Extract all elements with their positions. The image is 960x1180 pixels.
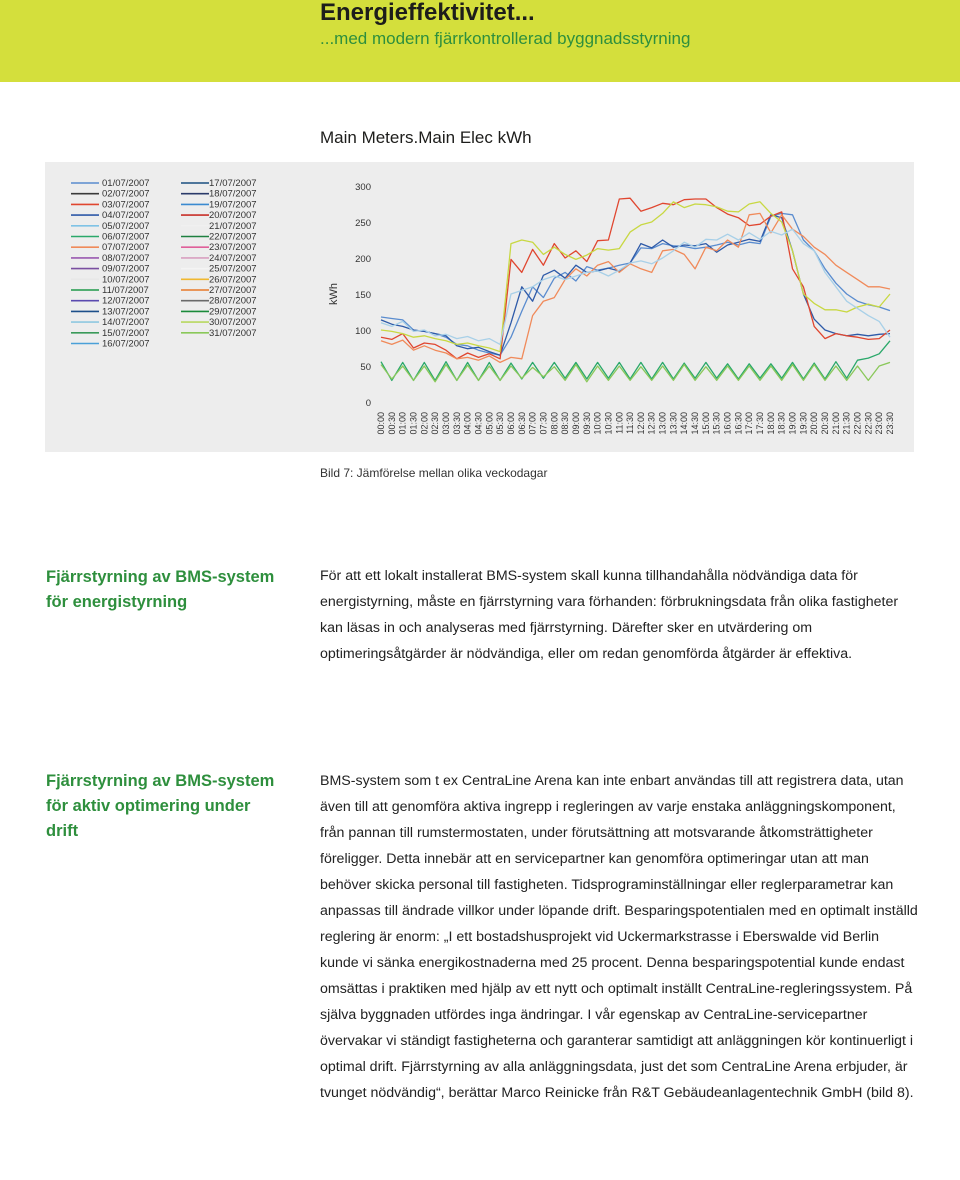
x-tick-label: 01:00 bbox=[397, 412, 408, 435]
x-tick-label: 02:00 bbox=[419, 412, 430, 435]
x-tick-label: 17:00 bbox=[744, 412, 755, 435]
x-tick-label: 19:30 bbox=[798, 412, 809, 435]
x-tick-label: 03:30 bbox=[451, 412, 462, 435]
chart-panel bbox=[45, 162, 914, 452]
legend-label: 25/07/2007 bbox=[209, 263, 257, 275]
legend-label: 21/07/2007 bbox=[209, 220, 257, 232]
x-tick-label: 00:00 bbox=[376, 412, 386, 435]
x-tick-label: 10:00 bbox=[592, 412, 603, 435]
x-tick-label: 22:00 bbox=[852, 412, 863, 435]
series-line bbox=[381, 198, 890, 359]
x-tick-label: 10:30 bbox=[603, 412, 614, 435]
x-tick-label: 01:30 bbox=[408, 412, 419, 435]
legend-label: 09/07/2007 bbox=[102, 263, 150, 275]
x-tick-label: 22:30 bbox=[863, 412, 874, 435]
y-axis-label: kWh bbox=[328, 283, 340, 305]
x-tick-label: 18:30 bbox=[776, 412, 787, 435]
x-tick-label: 14:30 bbox=[690, 412, 701, 435]
x-tick-label: 06:30 bbox=[516, 412, 527, 435]
x-tick-label: 16:00 bbox=[722, 412, 733, 435]
legend-label: 28/07/2007 bbox=[209, 295, 257, 307]
x-tick-label: 00:30 bbox=[386, 412, 397, 435]
x-tick-label: 11:30 bbox=[625, 412, 636, 434]
x-tick-label: 12:30 bbox=[646, 412, 657, 435]
x-tick-label: 04:30 bbox=[473, 412, 484, 435]
x-tick-label: 08:30 bbox=[560, 412, 571, 435]
x-tick-label: 06:00 bbox=[505, 412, 516, 435]
series-line bbox=[381, 202, 890, 352]
x-tick-label: 20:00 bbox=[809, 412, 820, 435]
legend-label: 04/07/2007 bbox=[102, 210, 150, 222]
x-tick-label: 16:30 bbox=[733, 412, 744, 435]
legend-label: 26/07/2007 bbox=[209, 274, 257, 286]
x-tick-label: 08:00 bbox=[549, 412, 560, 435]
x-tick-label: 12:00 bbox=[635, 412, 646, 435]
legend-label: 11/07/2007 bbox=[102, 285, 149, 296]
x-tick-label: 23:30 bbox=[885, 412, 895, 435]
legend-label: 18/07/2007 bbox=[209, 188, 257, 200]
x-tick-label: 13:00 bbox=[657, 412, 668, 435]
legend-label: 02/07/2007 bbox=[102, 188, 150, 200]
legend-label: 19/07/2007 bbox=[209, 199, 257, 211]
x-tick-label: 14:00 bbox=[679, 412, 690, 435]
legend-label: 30/07/2007 bbox=[209, 317, 257, 329]
legend-label: 20/07/2007 bbox=[209, 210, 257, 222]
legend-label: 05/07/2007 bbox=[102, 220, 150, 232]
y-tick-label: 100 bbox=[355, 326, 371, 337]
y-tick-label: 200 bbox=[355, 254, 371, 265]
legend-label: 03/07/2007 bbox=[102, 199, 150, 211]
x-tick-label: 05:30 bbox=[495, 412, 506, 435]
section-heading-energy-control: Fjärrstyrning av BMS-system för energistyrning bbox=[46, 568, 275, 611]
legend-label: 23/07/2007 bbox=[209, 242, 257, 254]
figure-caption: Bild 7: Jämförelse mellan olika veckodagar bbox=[320, 466, 548, 480]
legend-label: 16/07/2007 bbox=[102, 338, 150, 350]
chart-svg bbox=[45, 162, 914, 452]
x-tick-label: 05:00 bbox=[484, 412, 495, 435]
x-tick-label: 17:30 bbox=[755, 412, 766, 435]
x-tick-label: 07:30 bbox=[538, 412, 549, 435]
section-heading-active-optimization: Fjärrstyrning av BMS-system för aktiv optimering under drift bbox=[46, 772, 275, 840]
legend-label: 07/07/2007 bbox=[102, 242, 150, 254]
y-tick-label: 0 bbox=[365, 398, 371, 409]
x-tick-label: 03:00 bbox=[440, 412, 451, 435]
legend-label: 29/07/2007 bbox=[209, 306, 257, 318]
x-tick-label: 19:00 bbox=[787, 412, 798, 435]
chart-title: Main Meters.Main Elec kWh bbox=[320, 128, 532, 147]
legend-label: 17/07/2007 bbox=[209, 178, 257, 189]
x-tick-label: 21:00 bbox=[830, 412, 841, 435]
legend-label: 22/07/2007 bbox=[209, 231, 257, 243]
y-tick-label: 300 bbox=[355, 182, 371, 193]
x-tick-label: 07:00 bbox=[527, 412, 538, 435]
series-line bbox=[381, 213, 890, 355]
series-line bbox=[381, 213, 890, 362]
series-line bbox=[381, 362, 890, 381]
legend-label: 13/07/2007 bbox=[102, 306, 150, 318]
x-tick-label: 23:00 bbox=[874, 412, 885, 435]
legend-label: 27/07/2007 bbox=[209, 285, 257, 296]
page-title: Energieffektivitet... bbox=[320, 0, 535, 26]
legend-label: 24/07/2007 bbox=[209, 252, 257, 264]
x-tick-label: 20:30 bbox=[820, 412, 831, 435]
x-tick-label: 09:30 bbox=[581, 412, 592, 435]
legend-label: 12/07/2007 bbox=[102, 295, 150, 307]
x-tick-label: 09:00 bbox=[570, 412, 581, 435]
legend-label: 14/07/2007 bbox=[102, 317, 150, 329]
x-tick-label: 15:00 bbox=[700, 412, 711, 435]
legend-label: 06/07/2007 bbox=[102, 231, 150, 243]
y-tick-label: 50 bbox=[360, 362, 371, 373]
legend-label: 10/07/2007 bbox=[102, 274, 150, 286]
page-subtitle: ...med modern fjärrkontrollerad byggnadsstyrning bbox=[320, 29, 691, 48]
y-tick-label: 150 bbox=[355, 290, 371, 301]
y-tick-label: 250 bbox=[355, 218, 371, 229]
legend-label: 08/07/2007 bbox=[102, 252, 150, 264]
legend-label: 15/07/2007 bbox=[102, 327, 150, 339]
series-line bbox=[381, 215, 890, 355]
x-tick-label: 18:00 bbox=[765, 412, 776, 435]
legend-label: 01/07/2007 bbox=[102, 178, 150, 189]
x-tick-label: 11:00 bbox=[614, 412, 625, 434]
legend-label: 31/07/2007 bbox=[209, 327, 257, 339]
x-tick-label: 04:00 bbox=[462, 412, 473, 435]
section-body-energy-control: För att ett lokalt installerat BMS-system skall kunna tillhandahålla nödvändiga data för energistyrning, måste en fjärrstyrning vara förhanden: förbrukningsdata från olika fastigheter kan läsas in och analyseras med fjärrstyrning. Därefter sker en utvärdering om optimeringsåtgärder är nödvändiga, eller om redan genomförda åtgärder är effektiva. bbox=[320, 568, 899, 662]
x-tick-label: 13:30 bbox=[668, 412, 679, 435]
section-body-active-optimization: BMS-system som t ex CentraLine Arena kan inte enbart användas till att registrera data, utan även till att genomföra aktiva ingrepp i regleringen av varje enstaka anläggningskomponent, från pannan till rumstermostaten, under förutsättning att motsvarande åtkomsträttigheter föreligger. Detta innebär att en servicepartner kan genomföra optimeringar utan att man behöver skicka personal till fastigheten. Tidsprograminställningar eller reglerparametrar kan anpassas till ändrade villkor under löpande drift. Besparingspotentialen med en optimalt inställd reglering är enorm: „I ett bostadshusprojekt vid Uckermarkstrasse i Eberswalde vid Berlin kunde vi sänka energikostnaderna med 25 procent. Denna besparingspotential kunde endast omsättas i praktiken med hjälp av ett nytt och optimalt inställt CentraLine-regleringssystem. På själva byggnaden utfördes inga ändringar. I vår egenskap av CentraLine-servicepartner övervakar vi ständigt fastigheterna och garanterar samtidigt att anläggningen kör kontinuerligt i optimal drift. Fjärrstyrning av alla anläggningsdata, just det som CentraLine Arena erbjuder, är tvunget nödvändig“, berättar Marco Reinicke från R&T Gebäudeanlagentechnik GmbH (bild 8). bbox=[320, 773, 918, 1101]
x-tick-label: 02:30 bbox=[430, 412, 441, 435]
x-tick-label: 15:30 bbox=[711, 412, 722, 435]
x-tick-label: 21:30 bbox=[841, 412, 852, 435]
